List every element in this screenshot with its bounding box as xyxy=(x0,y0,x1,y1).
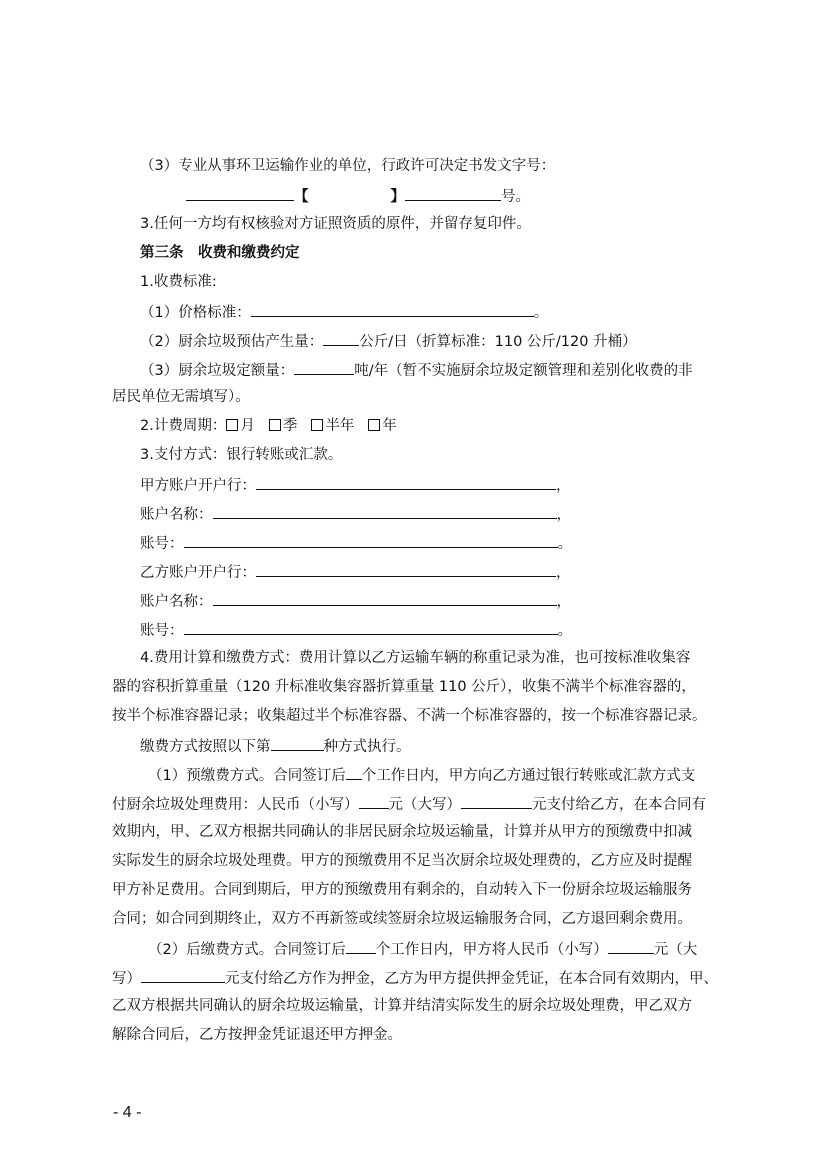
party-a-account-field[interactable] xyxy=(184,532,558,548)
party-a-name-field[interactable] xyxy=(213,503,557,519)
price-standard-field[interactable] xyxy=(251,301,534,317)
estimated-volume-label: （2）厨余垃圾预估产生量： xyxy=(140,334,324,350)
estimated-volume-line xyxy=(140,330,637,352)
comma: ， xyxy=(556,565,571,581)
prepay-amount-capital-field[interactable] xyxy=(461,793,532,809)
party-b-account-line xyxy=(140,619,572,641)
prepay-line-1 xyxy=(148,764,695,786)
permit-suffix: 号。 xyxy=(501,189,530,205)
checkbox-month[interactable] xyxy=(226,419,238,431)
payment-choice-line xyxy=(140,735,411,757)
prepay-amount-mid: 元（大写） xyxy=(388,797,461,813)
bracket-left: 【 xyxy=(294,189,309,205)
prepay-amount-end: 元支付给乙方，在本合同有 xyxy=(532,797,706,813)
party-b-name-line xyxy=(140,590,571,612)
price-standard-label: （1）价格标准： xyxy=(140,305,251,321)
prepay-text-a: （1）预缴费方式。合同签订后 xyxy=(148,768,346,784)
quota-line-continued: 居民单位无需填写）。 xyxy=(112,389,250,405)
estimated-volume-field[interactable] xyxy=(323,330,359,346)
blank-issuer[interactable] xyxy=(186,185,294,201)
prepay-line-5: 甲方补足费用。合同到期后，甲方的预缴费用有剩余的，自动转入下一份厨余垃圾运输服务 xyxy=(112,882,692,898)
postpay-line-2 xyxy=(112,967,718,989)
billing-cycle-line xyxy=(140,416,397,436)
period: 。 xyxy=(557,623,572,639)
prepay-line-4: 实际发生的厨余垃圾处理费。甲方的预缴费用不足当次厨余垃圾处理费的，乙方应及时提醒 xyxy=(112,853,692,869)
party-a-name-line xyxy=(140,503,571,525)
party-b-bank-field[interactable] xyxy=(256,561,556,577)
section-heading: 第三条 收费和缴费约定 xyxy=(140,245,300,261)
prepay-days-field[interactable] xyxy=(346,764,362,780)
payment-choice-field[interactable] xyxy=(271,735,324,751)
prepay-line-3: 效期内，甲、乙双方根据共同确认的非居民厨余垃圾运输量，计算并从甲方的预缴费中扣减 xyxy=(112,824,692,840)
checkbox-year[interactable] xyxy=(368,419,380,431)
comma: ， xyxy=(556,594,571,610)
party-a-bank-field[interactable] xyxy=(256,474,556,490)
page-number: - 4 - xyxy=(113,1104,142,1121)
party-b-name-label: 账户名称： xyxy=(140,594,213,610)
prepay-line-2 xyxy=(112,793,706,815)
checkbox-quarter[interactable] xyxy=(269,419,281,431)
payment-method: 3.支付方式：银行转账或汇款。 xyxy=(140,447,343,463)
party-a-account-line xyxy=(140,532,572,554)
paragraph-qualification-3: （3）专业从事环卫运输作业的单位，行政许可决定书发文字号： xyxy=(140,158,556,174)
paragraph-verify: 3.任何一方均有权核验对方证照资质的原件，并留存复印件。 xyxy=(140,216,531,232)
billing-cycle-label: 2.计费周期： xyxy=(140,418,227,434)
cycle-option-year[interactable] xyxy=(368,418,397,434)
postpay-days-field[interactable] xyxy=(346,938,376,954)
period: 。 xyxy=(557,536,572,552)
cycle-month-label: 月 xyxy=(240,418,255,434)
checkbox-half-year[interactable] xyxy=(311,419,323,431)
quota-label: （3）厨余垃圾定额量： xyxy=(140,363,295,379)
cycle-option-month[interactable] xyxy=(226,418,255,434)
permit-number-line xyxy=(186,185,530,207)
price-standard-line xyxy=(140,301,548,323)
prepay-text-b: 个工作日内，甲方向乙方通过银行转账或汇款方式支 xyxy=(361,768,696,784)
cycle-option-half-year[interactable] xyxy=(311,418,354,434)
cycle-quarter-label: 季 xyxy=(282,418,298,434)
party-a-bank-line xyxy=(140,474,571,496)
blank-year[interactable] xyxy=(309,186,391,201)
postpay-amount-small-field[interactable] xyxy=(608,938,654,954)
postpay-line-1 xyxy=(148,938,697,960)
party-b-account-label: 账号： xyxy=(140,623,184,639)
postpay-line-3: 乙双方根据共同确认的厨余垃圾运输量，计算并结清实际发生的厨余垃圾处理费，甲乙双方 xyxy=(112,998,692,1014)
price-standard-end: 。 xyxy=(533,305,549,321)
quota-unit: 吨/年（暂不实施厨余垃圾定额管理和差别化收费的非 xyxy=(354,363,693,379)
party-b-bank-label: 乙方账户开户行： xyxy=(140,565,256,581)
fee-calculation-para-1: 4.费用计算和缴费方式：费用计算以乙方运输车辆的称重记录为准，也可按标准收集容 xyxy=(140,650,691,666)
comma: ， xyxy=(556,478,571,494)
prepay-line-6: 合同；如合同到期终止，双方不再新签或续签厨余垃圾运输服务合同，乙方退回剩余费用。 xyxy=(112,911,692,927)
postpay-text-b: 个工作日内，甲方将人民币（小写） xyxy=(375,942,608,958)
prepay-amount-label: 付厨余垃圾处理费用：人民币（小写） xyxy=(112,797,359,813)
postpay-text-c: 元（大 xyxy=(653,942,698,958)
party-b-bank-line xyxy=(140,561,571,583)
payment-choice-label: 缴费方式按照以下第 xyxy=(140,739,271,755)
cycle-half-year-label: 半年 xyxy=(325,418,355,434)
fee-standard-title: 1.收费标准: xyxy=(140,274,217,290)
blank-number[interactable] xyxy=(405,185,501,201)
party-b-account-field[interactable] xyxy=(184,619,558,635)
cycle-option-quarter[interactable] xyxy=(269,418,298,434)
cycle-year-label: 年 xyxy=(382,418,397,434)
party-a-account-label: 账号： xyxy=(140,536,184,552)
party-a-name-label: 账户名称： xyxy=(140,507,213,523)
bracket-right: 】 xyxy=(390,189,405,205)
postpay-line-4: 解除合同后，乙方按押金凭证退还甲方押金。 xyxy=(112,1027,402,1043)
postpay-capital-label: 写） xyxy=(112,971,141,987)
party-a-bank-label: 甲方账户开户行： xyxy=(140,478,256,494)
prepay-amount-small-field[interactable] xyxy=(359,793,389,809)
postpay-text-a: （2）后缴费方式。合同签订后 xyxy=(148,942,346,958)
quota-field[interactable] xyxy=(294,359,354,375)
fee-calculation-para-3: 按半个标准容器记录；收集超过半个标准容器、不满一个标准容器的，按一个标准容器记录。 xyxy=(112,708,707,724)
postpay-amount-capital-field[interactable] xyxy=(141,967,225,983)
quota-line xyxy=(140,359,693,381)
fee-calculation-para-2: 器的容积折算重量（120 升标准收集容器折算重量 110 公斤），收集不满半个标准容器的， xyxy=(112,679,696,695)
postpay-text-d: 元支付给乙方作为押金，乙方为甲方提供押金凭证，在本合同有效期内，甲、 xyxy=(225,971,718,987)
party-b-name-field[interactable] xyxy=(213,590,557,606)
comma: ， xyxy=(556,507,571,523)
payment-choice-suffix: 种方式执行。 xyxy=(323,739,411,755)
estimated-volume-unit: 公斤/日（折算标准：110 公斤/120 升桶） xyxy=(359,334,637,350)
